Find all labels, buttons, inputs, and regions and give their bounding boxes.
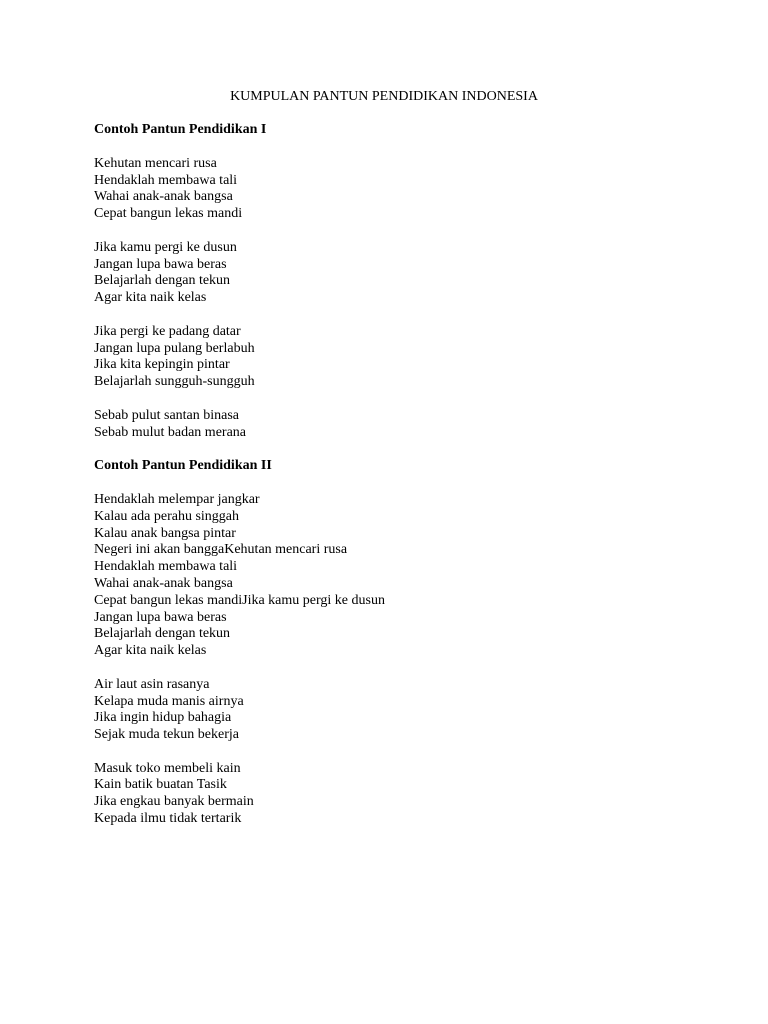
verse-line: Agar kita naik kelas <box>94 290 207 306</box>
stanza <box>94 677 714 744</box>
verse-line: Wahai anak-anak bangsa <box>94 575 233 591</box>
verse-line: Kepada ilmu tidak tertarik <box>94 811 242 827</box>
verse-line: Negeri ini akan banggaKehutan mencari rusa <box>94 542 348 558</box>
section-heading: Contoh Pantun Pendidikan I <box>94 122 267 137</box>
verse-line: Jangan lupa bawa beras <box>94 609 227 625</box>
section-heading: Contoh Pantun Pendidikan II <box>94 458 272 474</box>
stanza <box>94 156 714 223</box>
verse-line: Masuk toko membeli kain <box>94 760 241 776</box>
verse-line: Hendaklah melempar jangkar <box>94 491 260 507</box>
verse-line: Sebab mulut badan merana <box>94 424 247 440</box>
document-title: KUMPULAN PANTUN PENDIDIKAN INDONESIA <box>230 89 538 104</box>
verse-line: Kehutan mencari rusa <box>94 155 217 171</box>
verse-line: Jika kita kepingin pintar <box>94 357 230 373</box>
verse-line: Sebab pulut santan binasa <box>94 407 240 423</box>
verse-line: Jika engkau banyak bermain <box>94 794 254 810</box>
verse-line: Hendaklah membawa tali <box>94 172 238 188</box>
verse-line: Air laut asin rasanya <box>94 676 210 692</box>
verse-line: Belajarlah sungguh-sungguh <box>94 374 255 390</box>
verse-line: Cepat bangun lekas mandiJika kamu pergi ke dusun <box>94 592 385 608</box>
verse-line: Wahai anak-anak bangsa <box>94 189 233 205</box>
stanza <box>94 492 714 660</box>
verse-line: Kalau ada perahu singgah <box>94 508 239 524</box>
verse-line: Jangan lupa pulang berlabuh <box>94 340 255 356</box>
verse-line: Kelapa muda manis airnya <box>94 693 244 709</box>
stanza <box>94 408 714 442</box>
stanza <box>94 240 714 307</box>
verse-line: Cepat bangun lekas mandi <box>94 206 243 222</box>
verse-line: Agar kita naik kelas <box>94 643 207 659</box>
verse-line: Jika pergi ke padang datar <box>94 323 241 339</box>
verse-line: Kalau anak bangsa pintar <box>94 525 236 541</box>
verse-line: Kain batik buatan Tasik <box>94 777 227 793</box>
verse-line: Sejak muda tekun bekerja <box>94 727 240 743</box>
verse-line: Jika kamu pergi ke dusun <box>94 239 237 255</box>
stanza <box>94 761 714 828</box>
verse-line: Jika ingin hidup bahagia <box>94 710 232 726</box>
verse-line: Belajarlah dengan tekun <box>94 273 231 289</box>
document-body <box>94 122 714 845</box>
verse-line: Jangan lupa bawa beras <box>94 256 227 272</box>
verse-line: Hendaklah membawa tali <box>94 559 238 575</box>
stanza <box>94 324 714 391</box>
verse-line: Belajarlah dengan tekun <box>94 626 231 642</box>
